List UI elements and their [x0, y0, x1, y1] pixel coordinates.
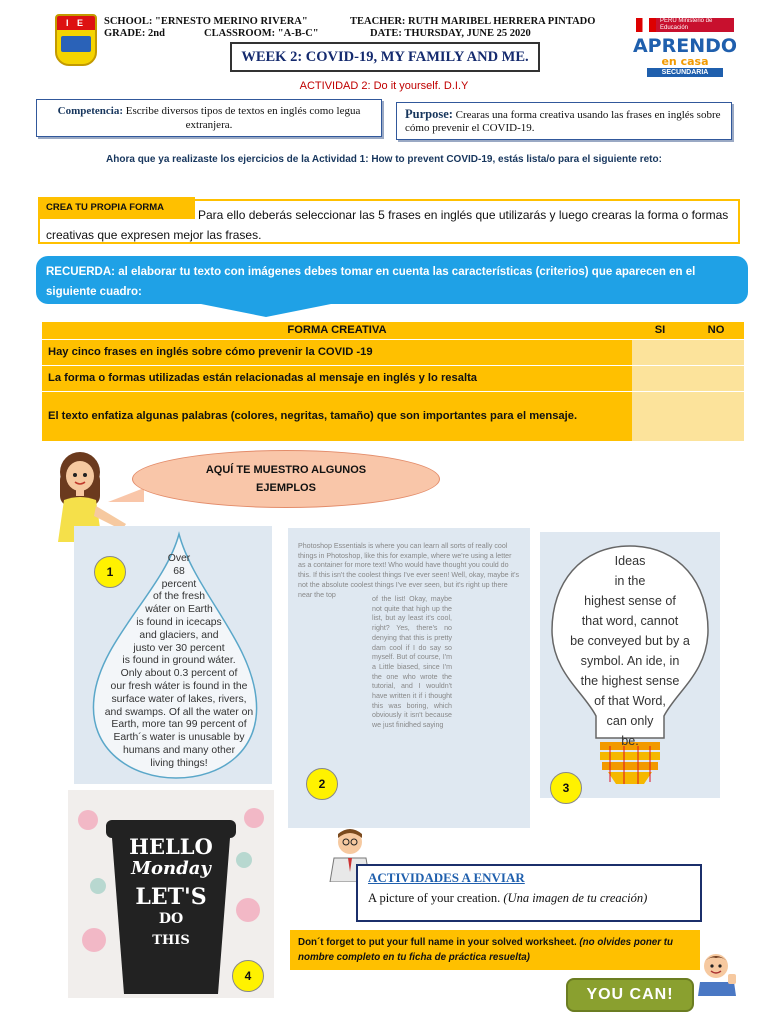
text-line: humans and many other [122, 744, 236, 756]
crest-letters: I E [57, 16, 95, 30]
text-line: Over [167, 553, 191, 564]
intro-text: Ahora que ya realizaste los ejercicios de la Actividad 1: How to prevent COVID-19, estás lista/o para el siguiente reto: [106, 154, 662, 165]
text-line: wáter on Earth [145, 604, 213, 616]
text-line: in the [614, 574, 646, 588]
criterion-text: La forma o formas utilizadas están relacionadas al mensaje en inglés y lo resalta [42, 365, 632, 391]
header-no: NO [688, 322, 744, 339]
aprendo-en-casa-logo: APRENDO en casa SECUNDARIA [632, 35, 738, 76]
text-line: can only [606, 714, 654, 728]
text-line: highest sense of [584, 594, 676, 608]
text-line: Only about 0.3 percent of [120, 668, 238, 680]
competencia-box [36, 99, 382, 137]
peru-flag-icon [636, 18, 656, 32]
text-line: and swamps. Of all the water on [104, 706, 254, 718]
thumbs-up-kid-icon [696, 950, 740, 996]
purpose-label: Purpose: [405, 107, 453, 121]
ministry-logo: PERÚ Ministerio de Educación [656, 18, 734, 32]
reminder-text: Don´t forget to put your full name in your solved worksheet. [298, 937, 577, 948]
text-line: symbol. An ide, in [580, 654, 680, 668]
text-line: be. [621, 734, 639, 748]
week-title: WEEK 2: COVID-19, MY FAMILY AND ME. [230, 42, 540, 72]
header-si: SI [632, 322, 688, 339]
text-line: is found in ground wáter. [122, 655, 236, 667]
example-number-3: 3 [550, 772, 582, 804]
example-4-text: HELLO Monday LET'S DO THIS [129, 834, 213, 948]
send-note: (Una imagen de tu creación) [503, 891, 648, 905]
recuerda-bubble [36, 256, 748, 304]
example-number-2: 2 [306, 768, 338, 800]
text-line: of the fresh [153, 591, 205, 603]
no-cell[interactable] [688, 391, 744, 441]
activities-to-send-box [356, 864, 702, 922]
text-line: is found in icecaps [136, 616, 222, 628]
reminder-note: (no olvides poner tu nombre completo en tu ficha de práctica resuelta) [298, 937, 674, 963]
text-line: Earth, more tan 99 percent of [111, 719, 247, 731]
no-cell[interactable] [688, 339, 744, 365]
table-row [42, 391, 744, 441]
recuerda-label: RECUERDA: [46, 266, 115, 278]
text-line: percent [161, 578, 197, 590]
si-cell[interactable] [632, 365, 688, 391]
classroom: CLASSROOM: "A-B-C" [204, 28, 319, 39]
table-header-row [42, 322, 744, 339]
text-line: surface water of lakes, rivers, [111, 693, 247, 705]
no-cell[interactable] [688, 365, 744, 391]
crea-text: Para ello deberás seleccionar las 5 frases en inglés que utilizarás y luego crearas la forma o formas creativas que expresen mejor las frases. [46, 208, 729, 242]
si-cell[interactable] [632, 391, 688, 441]
competencia-label: Competencia: [57, 105, 123, 117]
crea-tab-label: CREA TU PROPIA FORMA [38, 197, 195, 219]
criteria-table [42, 322, 744, 441]
table-row [42, 339, 744, 365]
example-2-top-text: Photoshop Essentials is where you can learn all sorts of really cool things in Photoshop, like this for example, where we're using a letter as a container for more text! Who would have thought you could do this. If this isn't the coolest things I've ever seen! Well, okay, maybe it's not the absolute coolest things I've ever seen, but it's right up there near the top [298, 542, 520, 599]
table-row [42, 365, 744, 391]
si-cell[interactable] [632, 339, 688, 365]
reminder-box [290, 930, 700, 970]
text-line: of that Word, [594, 694, 666, 708]
date: DATE: THURSDAY, JUNE 25 2020 [370, 28, 531, 39]
text-line: 68 [173, 565, 185, 577]
recuerda-text: al elaborar tu texto con imágenes debes tomar en cuenta las características (criterios) que aparecen en el siguiente cuadro: [46, 266, 696, 298]
teacher-name: TEACHER: RUTH MARIBEL HERRERA PINTADO [350, 16, 596, 27]
purpose-text: Crearas una forma creativa usando las frases en inglés sobre cómo prevenir el COVID-19. [405, 109, 721, 134]
school-name: SCHOOL: "ERNESTO MERINO RIVERA" [104, 16, 308, 27]
competencia-text: Escribe diversos tipos de textos en inglés como legua extranjera. [125, 105, 361, 131]
criterion-text: El texto enfatiza algunas palabras (colores, negritas, tamaño) que son importantes para el mensaje. [42, 391, 632, 441]
header-forma: FORMA CREATIVA [42, 322, 632, 339]
examples-speech-bubble: AQUÍ TE MUESTRO ALGUNOS EJEMPLOS [132, 450, 440, 508]
example-number-1: 1 [94, 556, 126, 588]
you-can-button[interactable]: YOU CAN! [566, 978, 694, 1012]
example-3-text [554, 551, 706, 751]
purpose-box [396, 102, 732, 140]
text-line: that word, cannot [581, 614, 679, 628]
text-line: justo ver 30 percent [133, 642, 225, 654]
text-line: the highest sense [580, 674, 680, 688]
send-title: ACTIVIDADES A ENVIAR [368, 870, 525, 885]
text-line: living things! [150, 757, 208, 769]
text-line: and glaciers, and [139, 629, 219, 641]
school-crest-logo [55, 14, 97, 66]
activity-title: ACTIVIDAD 2: Do it yourself. D.I.Y [299, 80, 469, 92]
example-2-column-text: of the list! Okay, maybe not quite that high up the list, but ay least it's cool, right? Yes, there's no denying that this is pretty dam cool if I do say so myself. But of course, I'm a Little biased, since I'm the one who wrote the tutorial, and I wouldn't have written it if i thought this was boring, which obviously it isn't because we just finidhed saying [372, 595, 452, 730]
criterion-text: Hay cinco frases en inglés sobre cómo prevenir la COVID -19 [42, 339, 632, 365]
example-number-4: 4 [232, 960, 264, 992]
text-line: Ideas [614, 554, 646, 568]
text-line: our fresh wáter is found in the [110, 680, 248, 692]
text-line: be conveyed but by a [570, 634, 690, 648]
grade: GRADE: 2nd [104, 28, 165, 39]
text-line: Earth´s water is unusable by [113, 732, 245, 744]
recuerda-bubble-tail [196, 303, 336, 317]
send-text: A picture of your creation. [368, 891, 501, 905]
